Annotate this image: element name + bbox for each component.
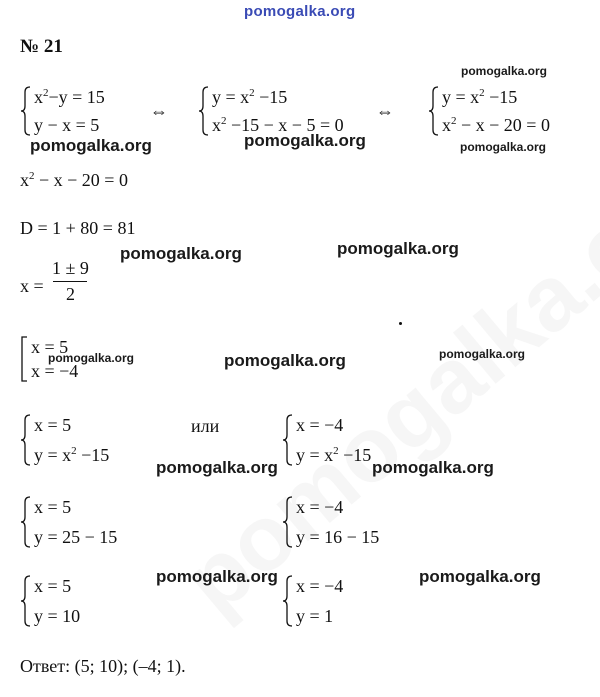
brace-icon: [428, 86, 440, 136]
system-original-line-1: $x^2-y = 15$: [34, 87, 105, 107]
brace-icon: [20, 414, 32, 466]
case1-system-c: [20, 575, 80, 627]
watermark-small: pomogalka.org: [439, 347, 526, 361]
case1-system-a: [20, 414, 109, 466]
case2-c-line-1: x = −4: [296, 576, 344, 596]
root-formula-lhs: x =: [20, 276, 44, 296]
watermark-top: pomogalka.org: [244, 3, 356, 20]
system-substituted: [198, 86, 344, 136]
brace-icon: [20, 575, 32, 627]
bracket-icon: [20, 336, 29, 382]
system-substituted-line-2: $x^2 -15 - x - 5 = 0$: [212, 115, 344, 135]
watermark: pomogalka.org: [156, 458, 278, 477]
case2-a-line-2: $y = x^2 -15$: [296, 445, 372, 465]
case1-system-b: [20, 496, 117, 548]
brace-icon: [282, 575, 294, 627]
system-simplified-line-2: $x^2 - x - 20 = 0$: [442, 115, 550, 135]
or-word: или: [191, 416, 220, 436]
system-simplified: [428, 86, 550, 136]
system-substituted-line-1: $y = x^2 -15$: [212, 87, 288, 107]
watermark: pomogalka.org: [30, 136, 152, 155]
system-original-line-2: y − x = 5: [34, 115, 100, 135]
system-simplified-line-1: $y = x^2 -15$: [442, 87, 518, 107]
case2-system-c: [282, 575, 343, 627]
watermark: pomogalka.org: [372, 458, 494, 477]
watermark: pomogalka.org: [120, 244, 242, 263]
watermark-small: pomogalka.org: [461, 64, 548, 78]
case2-c-line-2: y = 1: [296, 606, 334, 626]
quadratic-equation: $x^2 - x - 20 = 0$: [20, 170, 128, 190]
case1-a-line-2: $y = x^2 -15$: [34, 445, 110, 465]
problem-number: № 21: [20, 36, 63, 57]
case2-system-b: [282, 496, 379, 548]
fraction-denominator: 2: [65, 284, 75, 304]
case1-c-line-2: y = 10: [34, 606, 81, 626]
answer: Ответ: (5; 10); (–4; 1).: [20, 656, 186, 676]
stray-dot: [399, 322, 402, 325]
watermark: pomogalka.org: [337, 239, 459, 258]
case2-a-line-1: x = −4: [296, 415, 344, 435]
watermark: pomogalka.org: [244, 131, 366, 150]
root-1: x = 5: [31, 337, 69, 357]
watermark-small: pomogalka.org: [460, 140, 547, 154]
brace-icon: [20, 86, 32, 136]
case2-b-line-2: y = 16 − 15: [296, 527, 380, 547]
discriminant: D = 1 + 80 = 81: [20, 218, 136, 238]
brace-icon: [198, 86, 210, 136]
watermark: pomogalka.org: [224, 351, 346, 370]
case1-c-line-1: x = 5: [34, 576, 72, 596]
equivalence-symbol-2: ⇔: [376, 101, 394, 121]
case1-b-line-1: x = 5: [34, 497, 72, 517]
case1-a-line-1: x = 5: [34, 415, 72, 435]
watermark-small: pomogalka.org: [48, 351, 135, 365]
root-2: x = −4: [31, 361, 79, 381]
case2-system-a: [282, 414, 371, 466]
watermark: pomogalka.org: [419, 567, 541, 586]
equivalence-symbol-1: ⇔: [150, 101, 168, 121]
fraction-numerator: 1 ± 9: [52, 258, 89, 278]
root-formula-fraction: [52, 258, 89, 305]
brace-icon: [282, 414, 294, 466]
fraction-bar: [53, 281, 87, 282]
system-original: [20, 86, 105, 136]
background-watermark: [163, 130, 600, 634]
brace-icon: [282, 496, 294, 548]
watermark: pomogalka.org: [156, 567, 278, 586]
brace-icon: [20, 496, 32, 548]
case1-b-line-2: y = 25 − 15: [34, 527, 118, 547]
case2-b-line-1: x = −4: [296, 497, 344, 517]
